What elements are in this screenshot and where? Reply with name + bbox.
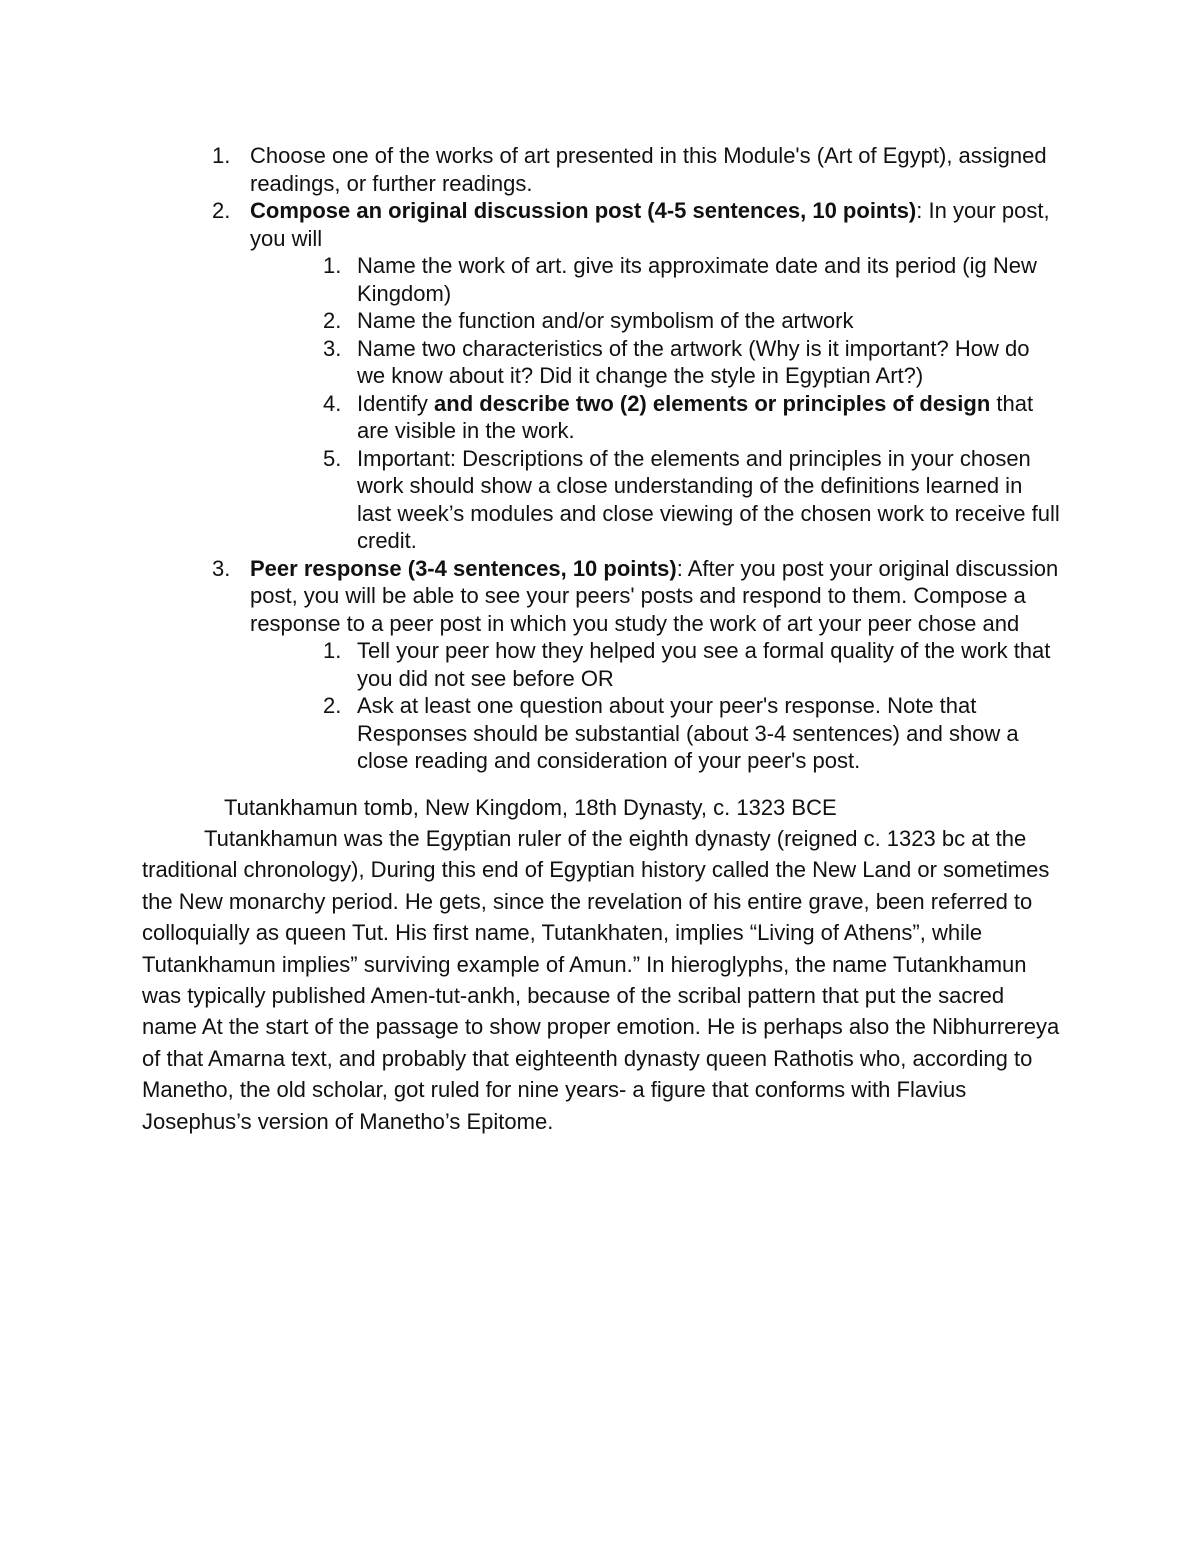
list-number: 3. xyxy=(323,335,342,361)
sub-item xyxy=(250,390,1062,445)
list-number: 2. xyxy=(212,198,231,223)
instruction-item-1 xyxy=(142,142,1062,197)
peer-response-sublist xyxy=(250,637,1062,775)
sub-item xyxy=(250,445,1062,555)
instruction-text: : In your post, you will xyxy=(250,198,1050,251)
sub-item-text: Name the work of art. give its approximate date and its period (ig New Kingdom) xyxy=(357,253,1037,306)
sub-item-text-pre: Identify xyxy=(357,390,435,416)
sub-item-text: Important: Descriptions of the elements and principles in your chosen work should show a close understanding of the definitions learned in last week’s modules and close viewing of the chosen work to receive full credit. xyxy=(357,445,1060,553)
instruction-item-2 xyxy=(142,197,1062,555)
list-number: 1. xyxy=(323,253,342,278)
essay-section xyxy=(142,792,1062,1137)
instruction-text: Choose one of the works of art presented in this Module's (Art of Egypt), assigned readings, or further readings. xyxy=(250,143,1047,196)
list-number: 2. xyxy=(323,308,342,333)
sub-item-text: Name the function and/or symbolism of the artwork xyxy=(357,308,854,333)
list-number: 1. xyxy=(323,638,342,663)
sub-item xyxy=(250,637,1062,692)
sub-item-text: Name two characteristics of the artwork (Why is it important? How do we know about it? Did it change the style in Egyptian Art?) xyxy=(357,335,1030,388)
list-number: 3. xyxy=(212,555,231,581)
essay-title: Tutankhamun tomb, New Kingdom, 18th Dynasty, c. 1323 BCE xyxy=(224,794,837,820)
list-number: 1. xyxy=(212,143,231,168)
sub-item-bold: and describe two (2) elements or principles of design xyxy=(434,390,991,416)
sub-item-text: Ask at least one question about your peer's response. Note that Responses should be substantial (about 3-4 sentences) and show a close reading and consideration of your peer's post. xyxy=(357,693,1019,773)
list-number: 4. xyxy=(323,390,342,416)
sub-item xyxy=(250,307,1062,335)
sub-item xyxy=(250,252,1062,307)
instruction-text: : After you post your original discussion post, you will be able to see your peers' posts and respond to them. Compose a response to a peer post in which you study the work of art your peer chose and xyxy=(250,555,1059,636)
list-number: 2. xyxy=(323,693,342,718)
essay-body: Tutankhamun was the Egyptian ruler of the eighth dynasty (reigned c. 1323 bc at the traditional chronology), During this end of Egyptian history called the New Land or sometimes the New monarchy period. He gets, since the revelation of his entire grave, been referred to colloquially as queen Tut. His first name, Tutankhaten, implies “Living of Athens”, while Tutankhamun implies” surviving example of Amun.” In hieroglyphs, the name Tutankhamun was typically published Amen-tut-ankh, because of the scribal pattern that put the sacred name At the start of the passage to show proper emotion. He is perhaps also the Nibhurrereya of that Amarna text, and probably that eighteenth dynasty queen Rathotis who, according to Manetho, the old scholar, got ruled for nine years- a figure that conforms with Flavius Josephus’s version of Manetho’s Epitome. xyxy=(142,825,1060,1134)
sub-item xyxy=(250,692,1062,775)
instruction-heading: Compose an original discussion post (4-5 sentences, 10 points) xyxy=(250,198,917,223)
original-post-sublist xyxy=(250,252,1062,555)
sub-item-text: Tell your peer how they helped you see a formal quality of the work that you did not see before OR xyxy=(357,638,1051,691)
document-content xyxy=(142,142,1062,1137)
instruction-item-3 xyxy=(142,555,1062,775)
sub-item-text: that are visible in the work. xyxy=(357,390,1034,443)
list-number: 5. xyxy=(323,445,342,471)
instruction-heading: Peer response (3-4 sentences, 10 points) xyxy=(250,555,677,581)
sub-item xyxy=(250,335,1062,390)
instructions-list xyxy=(142,142,1062,775)
